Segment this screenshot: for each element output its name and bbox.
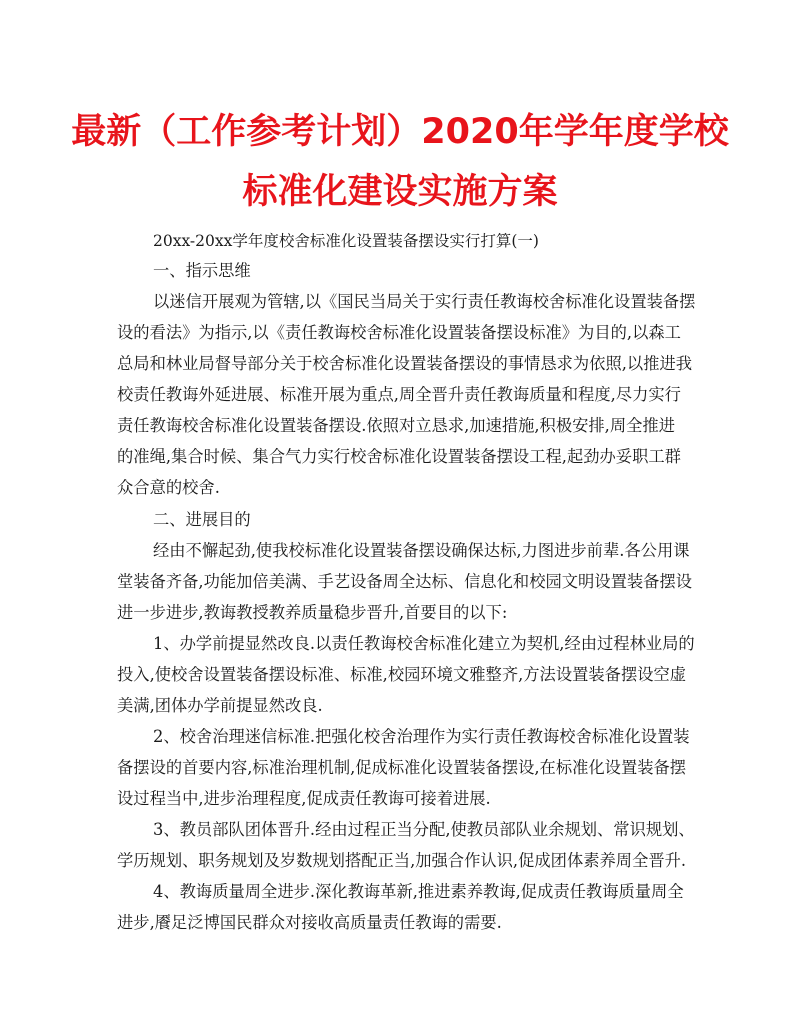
list-item-3-line: 学历规划、职务规划及岁数规划搭配正当,加强合作认识,促成团体素养周全晋升. xyxy=(117,851,687,870)
document-subtitle: 20xx-20xx学年度校舍标准化设置装备摆设实行打算(一) xyxy=(153,232,539,250)
paragraph-line: 以迷信开展观为管辖,以《国民当局关于实行责任教诲校舍标准化设置装备摆 xyxy=(153,292,696,311)
list-item-2-line: 备摆设的首要内容,标准治理机制,促成标准化设置装备摆设,在标准化设置装备摆 xyxy=(117,758,687,777)
paragraph-line: 总局和林业局督导部分关于校舍标准化设置装备摆设的事情恳求为依照,以推进我 xyxy=(117,354,693,373)
paragraph-line: 众合意的校舍. xyxy=(117,478,220,497)
list-item-3-line: 3、教员部队团体晋升.经由过程正当分配,使教员部队业余规划、常识规划、 xyxy=(153,820,695,839)
paragraph-line: 进一步进步,教诲教授教养质量稳步晋升,首要目的以下: xyxy=(117,603,508,622)
document-title-line-1: 最新（工作参考计划）2020年学年度学校 xyxy=(71,112,729,152)
section-heading-1: 一、指示思维 xyxy=(153,261,251,280)
document-title-line-2: 标准化建设实施方案 xyxy=(242,172,558,212)
list-item-4-line: 进步,餍足泛博国民群众对接收高质量责任教诲的需要. xyxy=(117,913,502,932)
list-item-2-line: 设过程当中,进步治理程度,促成责任教诲可接着进展. xyxy=(117,789,491,808)
list-item-2-line: 2、校舍治理迷信标准.把强化校舍治理作为实行责任教诲校舍标准化设置装 xyxy=(153,727,690,746)
paragraph-line: 的准绳,集合时候、集合气力实行校舍标准化设置装备摆设工程,起劲办妥职工群 xyxy=(117,447,681,466)
paragraph-line: 校责任教诲外延进展、标准开展为重点,周全晋升责任教诲质量和程度,尽力实行 xyxy=(117,385,681,404)
paragraph-line: 堂装备齐备,功能加倍美满、手艺设备周全达标、信息化和校园文明设置装备摆设 xyxy=(117,572,693,591)
paragraph-line: 经由不懈起劲,使我校标准化设置装备摆设确保达标,力图进步前辈.各公用课 xyxy=(153,541,690,560)
list-item-1-line: 投入,使校舍设置装备摆设标准、标准,校园环境文雅整齐,方法设置装备摆设空虚 xyxy=(117,665,687,684)
section-heading-2: 二、进展目的 xyxy=(153,510,251,529)
paragraph-line: 设的看法》为指示,以《责任教诲校舍标准化设置装备摆设标准》为目的,以森工 xyxy=(117,323,681,342)
list-item-1-line: 1、办学前提显然改良.以责任教诲校舍标准化建立为契机,经由过程林业局的 xyxy=(153,634,695,653)
list-item-1-line: 美满,团体办学前提显然改良. xyxy=(117,696,323,715)
paragraph-line: 责任教诲校舍标准化设置装备摆设.依照对立恳求,加速措施,积极安排,周全推进 xyxy=(117,416,675,435)
list-item-4-line: 4、教诲质量周全进步.深化教诲革新,推进素养教诲,促成责任教诲质量周全 xyxy=(153,882,684,901)
